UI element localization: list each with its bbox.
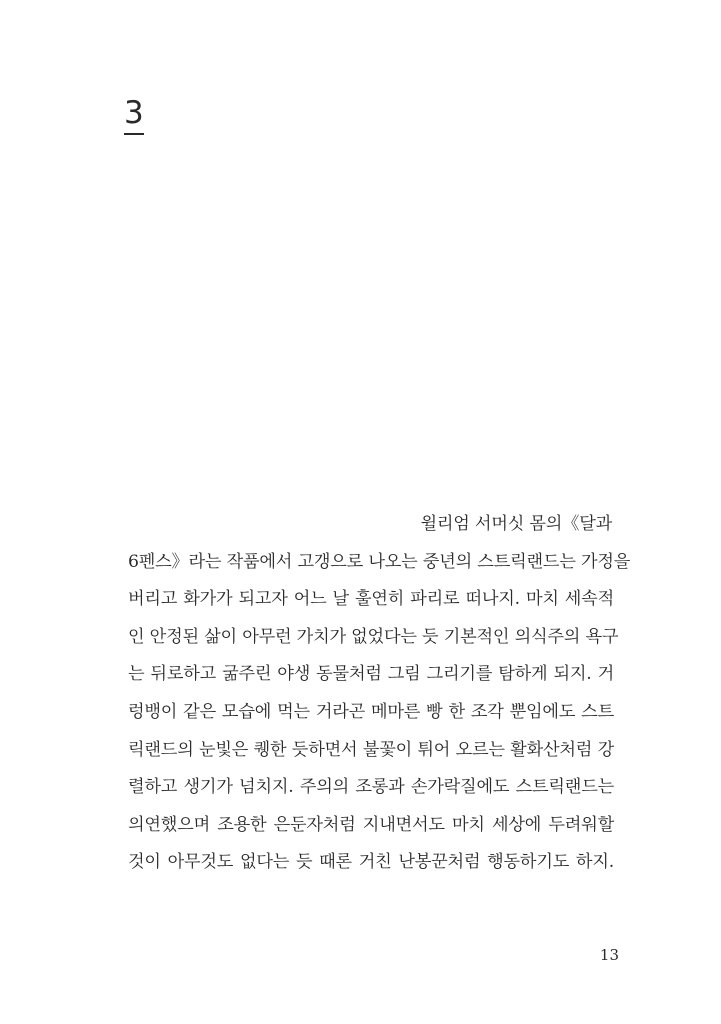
text-line: 인 안정된 삶이 아무런 가치가 없었다는 듯 기본적인 의식주의 욕구 [128, 626, 619, 647]
text-line: 렁뱅이 같은 모습에 먹는 거라곤 메마른 빵 한 조각 뿐임에도 스트 [128, 701, 614, 722]
page-number: 13 [599, 946, 619, 964]
text-line: 버리고 화가가 되고자 어느 날 훌연히 파리로 떠나지. 마치 세속적 [128, 589, 614, 610]
text-line: 렬하고 생기가 넘치지. 주의의 조롱과 손가락질에도 스트릭랜드는 [128, 777, 614, 798]
text-line: 것이 아무것도 없다는 듯 때론 거친 난봉꾼처럼 행동하기도 하지. [128, 852, 614, 873]
text-line: 릭랜드의 눈빛은 퀭한 듯하면서 불꽃이 튀어 오르는 활화산처럼 강 [128, 739, 614, 760]
text-line: 6펜스》라는 작품에서 고갱으로 나오는 중년의 스트릭랜드는 가정을 [128, 551, 631, 572]
text-line: 는 뒤로하고 굶주린 야생 동물처럼 그림 그리기를 탐하게 되지. 거 [128, 664, 614, 685]
body-text [128, 506, 631, 882]
chapter-number: 3 [124, 98, 144, 135]
text-line: 윌리엄 서머싯 몸의《달과 [420, 514, 612, 534]
text-line: 의연했으며 조용한 은둔자처럼 지내면서도 마치 세상에 두려워할 [128, 814, 614, 835]
